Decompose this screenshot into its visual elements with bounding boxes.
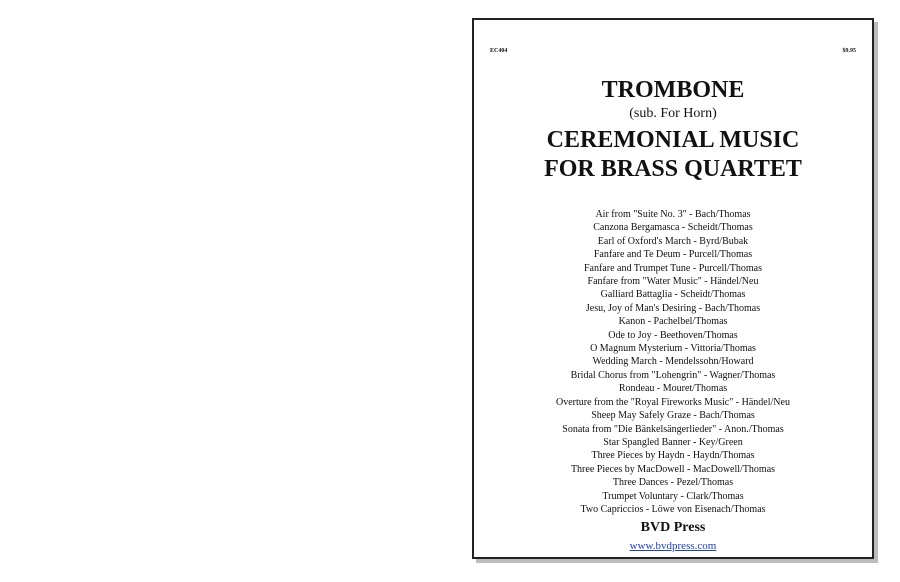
sheet-music-cover: [472, 18, 874, 559]
contents-item: Sheep May Safely Graze - Bach/Thomas: [591, 410, 755, 422]
website-link[interactable]: www.bvdpress.com: [629, 540, 717, 552]
contents-item: Three Pieces by Haydn - Haydn/Thomas: [591, 450, 755, 462]
contents-item: Fanfare from "Water Music" - Händel/Neu: [587, 276, 759, 288]
price: $9.95: [842, 48, 856, 54]
catalog-number: EC404: [490, 48, 508, 54]
contents-item: Rondeau - Mouret/Thomas: [618, 383, 728, 395]
collection-title-line: FOR BRASS QUARTET: [544, 156, 802, 182]
contents-item: Ode to Joy - Beethoven/Thomas: [608, 329, 738, 341]
contents-item: Jesu, Joy of Man's Desiring - Bach/Thomas: [585, 302, 761, 314]
contents-item: Trumpet Voluntary - Clark/Thomas: [602, 490, 744, 502]
contents-item: Three Dances - Pezel/Thomas: [612, 477, 734, 489]
contents-item: Air from "Suite No. 3" - Bach/Thomas: [595, 209, 751, 220]
contents-item: Three Pieces by MacDowell - MacDowell/Thomas: [570, 463, 776, 475]
contents-item: Sonata from "Die Bänkelsängerlieder" - Anon./Thomas: [562, 423, 784, 435]
contents-item: Star Spangled Banner - Key/Green: [603, 436, 743, 448]
publisher-website: [474, 540, 872, 553]
contents-item: Kanon - Pachelbel/Thomas: [618, 316, 728, 328]
contents-item: Bridal Chorus from "Lohengrin" - Wagner/Thomas: [570, 369, 776, 381]
collection-title-line: CEREMONIAL MUSIC: [546, 127, 800, 153]
contents-item: Fanfare and Trumpet Tune - Purcell/Thomas: [583, 262, 763, 274]
substitution-note: (sub. For Horn): [629, 106, 717, 121]
contents-item: O Magnum Mysterium - Vittoria/Thomas: [590, 343, 756, 355]
collection-title: [474, 126, 872, 184]
contents-item: Galliard Battaglia - Scheidt/Thomas: [600, 289, 746, 301]
contents-item: Fanfare and Te Deum - Purcell/Thomas: [593, 249, 753, 261]
contents-item: Two Capriccios - Löwe von Eisenach/Thomas: [580, 503, 766, 515]
contents-item: Earl of Oxford's March - Byrd/Bubak: [597, 235, 749, 247]
cover-header-row: [490, 48, 856, 54]
contents-list: [474, 208, 872, 516]
contents-item: Wedding March - Mendelssohn/Howard: [592, 356, 754, 368]
contents-item: Canzona Bergamasca - Scheidt/Thomas: [593, 222, 753, 234]
instrument-title: TROMBONE: [601, 77, 745, 103]
contents-item: Overture from the "Royal Fireworks Music" - Händel/Neu: [556, 396, 790, 408]
publisher-name: BVD Press: [640, 520, 706, 535]
